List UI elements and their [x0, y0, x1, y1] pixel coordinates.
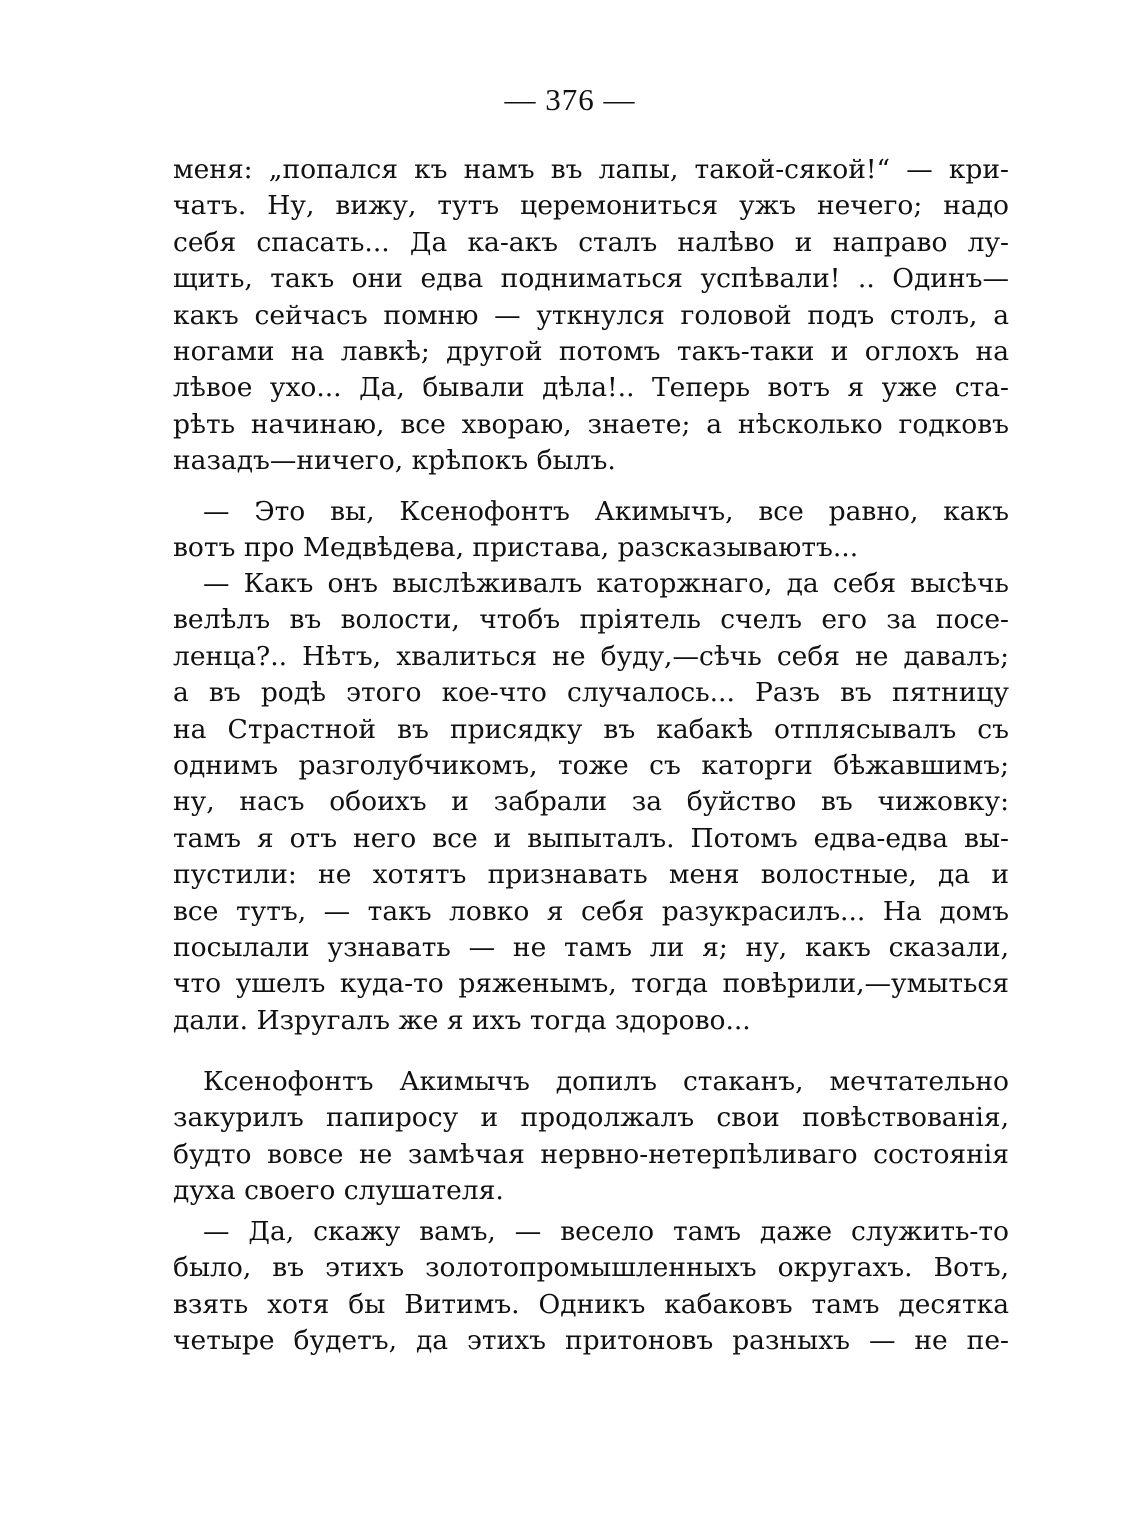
text-line: четыре будетъ, да этихъ притоновъ разныхъ — не пе- [173, 1325, 1009, 1357]
paragraph-1 [173, 152, 1009, 480]
text-line: духа своего слушателя. [173, 1175, 504, 1207]
text-line: однимъ разголубчикомъ, тоже съ каторги бѣжавшимъ; [173, 749, 1009, 781]
text-line: ленца?.. Нѣтъ, хвалиться не буду,—сѣчь себя не давалъ; [173, 640, 1009, 672]
text-line: пустили: не хотятъ признавать меня волостные, да и [173, 859, 1009, 891]
text-line: а въ родѣ этого кое-что случалось... Разъ въ пятницу [173, 677, 1009, 709]
page-number: — 376 — [504, 82, 636, 117]
text-line: щить, такъ они едва подниматься успѣвали! .. Одинъ— [173, 263, 1009, 295]
paragraph-5 [173, 1214, 1009, 1360]
text-line: себя спасать... Да ка-акъ сталъ налѣво и направо лу- [173, 226, 1009, 258]
text-line: было, въ этихъ золотопромышленныхъ округахъ. Вотъ, [173, 1252, 1009, 1284]
text-line: какъ сейчасъ помню — уткнулся головой подъ столъ, а [173, 299, 1009, 331]
paragraph-3 [173, 566, 1009, 1039]
text-line: — Да, скажу вамъ, — весело тамъ даже служить-то [203, 1216, 1009, 1247]
text-line: меня: „попался къ намъ въ лапы, такой-сякой!“ — кри- [173, 154, 1009, 185]
paragraph-2 [173, 494, 1009, 567]
text-line: все тутъ, — такъ ловко я себя разукрасилъ... На домъ [173, 895, 1009, 927]
text-line: вотъ про Медвѣдева, пристава, разсказываютъ... [173, 532, 859, 564]
text-line: ну, насъ обоихъ и забрали за буйство въ чижовку: [173, 786, 1009, 818]
text-line: на Страстной въ присядку въ кабакѣ отплясывалъ съ [173, 713, 1009, 745]
text-line: что ушелъ куда-то ряженымъ, тогда повѣрили,—умыться [173, 968, 1009, 1000]
text-line: чатъ. Ну, вижу, тутъ церемониться ужъ нечего; надо [173, 190, 1009, 222]
text-line: дали. Изругалъ же я ихъ тогда здорово... [173, 1004, 751, 1036]
text-line: Ксенофонтъ Акимычъ допилъ стаканъ, мечтательно [203, 1066, 1009, 1097]
text-line: будто вовсе не замѣчая нервно-нетерпѣливаго состоянія [173, 1138, 1009, 1170]
text-line: назадъ—ничего, крѣпокъ былъ. [173, 445, 616, 477]
text-line: велѣлъ въ волости, чтобъ пріятель счелъ его за посе- [173, 604, 1009, 636]
text-line: закурилъ папиросу и продолжалъ свои повѣствованія, [173, 1102, 1009, 1134]
text-line: лѣвое ухо... Да, бывали дѣла!.. Теперь вотъ я уже ста- [173, 372, 1009, 404]
text-line: взять хотя бы Витимъ. Одникъ кабаковъ тамъ десятка [173, 1288, 1009, 1320]
paragraph-4 [173, 1064, 1009, 1210]
text-line: посылали узнавать — не тамъ ли я; ну, какъ сказали, [173, 931, 1009, 963]
text-line: — Какъ онъ выслѣживалъ каторжнаго, да себя высѣчь [203, 568, 1009, 599]
text-line: — Это вы, Ксенофонтъ Акимычъ, все равно, какъ [203, 496, 1009, 527]
text-line: тамъ я отъ него все и выпыталъ. Потомъ едва-едва вы- [173, 822, 1009, 854]
text-line: ногами на лавкѣ; другой потомъ такъ-таки и оглохъ на [173, 335, 1009, 367]
text-line: рѣть начинаю, все хвораю, знаете; а нѣсколько годковъ [173, 408, 1009, 440]
